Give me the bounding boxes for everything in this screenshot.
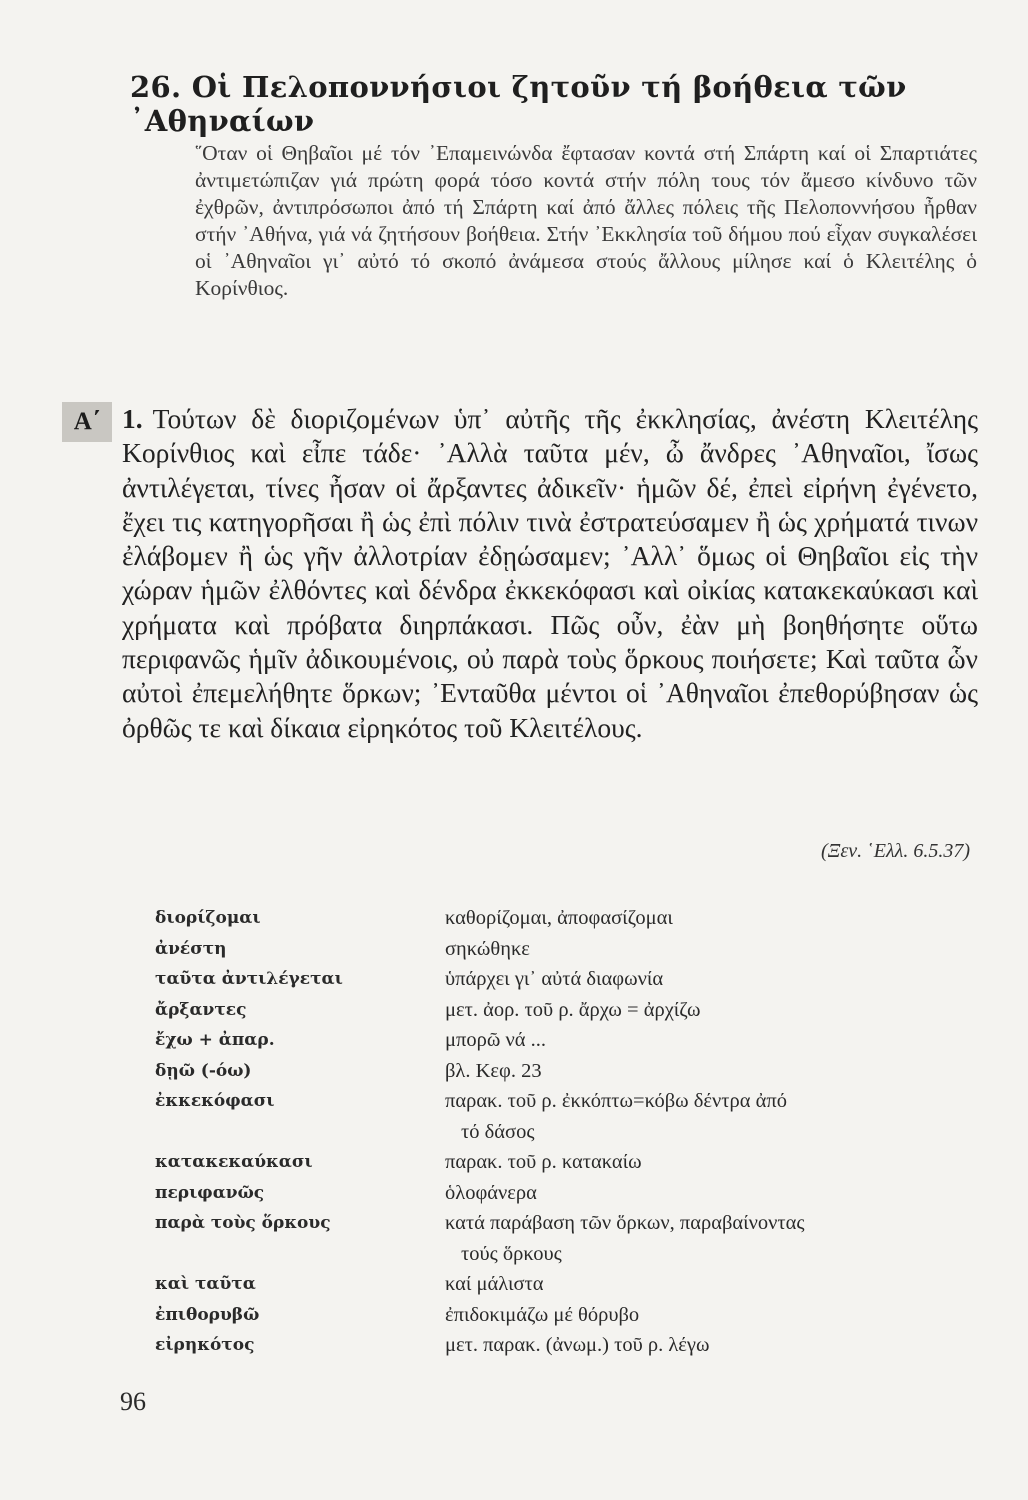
page-number: 96 xyxy=(120,1387,146,1416)
vocab-row xyxy=(155,903,985,934)
vocab-row xyxy=(155,995,985,1026)
vocab-row xyxy=(155,1269,985,1300)
ancient-text xyxy=(122,402,978,745)
vocab-definition-continued: τούς ὅρκους xyxy=(461,1242,562,1265)
vocab-row xyxy=(155,1056,985,1087)
vocab-definition: καί μάλιστα xyxy=(445,1273,544,1295)
vocab-row xyxy=(155,1300,985,1331)
vocab-row xyxy=(155,1086,985,1147)
chapter-title: 26. Οἱ Πελοποννήσιοι ζητοῦν τή βοήθεια τῶν ᾽Αθηναίων xyxy=(130,70,907,138)
intro-paragraph xyxy=(195,140,977,302)
vocab-row xyxy=(155,1147,985,1178)
vocab-definition: ἐπιδοκιμάζω μέ θόρυβο xyxy=(445,1303,640,1326)
vocab-definition: ὑπάρχει γι᾽ αὐτά διαφωνία xyxy=(445,968,664,990)
vocab-row xyxy=(155,1178,985,1209)
vocab-definition-continued: τό δάσος xyxy=(461,1120,535,1143)
vocab-row xyxy=(155,1208,985,1269)
vocab-term: ἀνέστη xyxy=(155,938,227,959)
vocab-term: καὶ ταῦτα xyxy=(155,1274,256,1294)
vocab-term: ἄρξαντες xyxy=(155,999,247,1020)
vocab-definition: μετ. παρακ. (ἀνωμ.) τοῦ ρ. λέγω xyxy=(445,1334,710,1356)
vocab-definition: παρακ. τοῦ ρ. ἐκκόπτω=κόβω δέντρα ἀπό xyxy=(445,1090,787,1112)
vocab-definition: μπορῶ νά ... xyxy=(445,1029,546,1051)
vocab-row xyxy=(155,1025,985,1056)
ancient-text-body: Τούτων δὲ διοριζομένων ὑπ᾽ αὐτῆς τῆς ἐκκλησίας, ἀνέστη Κλειτέλης Κορίνθιος καὶ εἶπε τάδε· ᾽Αλλὰ ταῦτα μέν, ὦ ἄνδρες ᾽Αθηναῖοι, ἴσως ἀντιλέγεται, τίνες ἦσαν οἱ ἄρξαντες ἀδικεῖν· ἡμῶν δέ, ἐπεὶ εἰρήνη ἐγένετο, ἔχει τις κατηγορῆσαι ἢ ὡς ἐπὶ πόλιν τινὰ ἐστρατεύσαμεν ἢ ὡς χρήματά τινων ἐλάβομεν ἢ ὡς γῆν ἀλλοτρίαν ἐδῃώσαμεν; ᾽Αλλ᾽ ὅμως οἱ Θηβαῖοι εἰς τὴν χώραν ἡμῶν ἐλθόντες καὶ δένδρα ἐκκεκόφασι καὶ οἰκίας κατακεκαύκασι καὶ χρήματα καὶ πρόβατα διηρπάκασι. Πῶς οὖν, ἐὰν μὴ βοηθήσητε οὕτω περιφανῶς ἡμῖν ἀδικουμένοις, οὐ παρὰ τοὺς ὅρκους ποιήσετε; Καὶ ταῦτα ὧν αὐτοὶ ἐπεμελήθητε ὅρκων; ᾽Ενταῦθα μέντοι οἱ ᾽Αθηναῖοι ἐπεθορύβησαν ὡς ὀρθῶς τε καὶ δίκαια εἰρηκότος τοῦ Κλειτέλους. xyxy=(122,403,978,743)
vocab-row xyxy=(155,934,985,965)
vocab-definition: κατά παράβαση τῶν ὅρκων, παραβαίνοντας xyxy=(445,1212,805,1234)
vocab-term: ἐκκεκόφασι xyxy=(155,1091,275,1111)
vocab-term: δῃῶ (-όω) xyxy=(155,1060,252,1081)
intro-text: ῞Οταν οἱ Θηβαῖοι μέ τόν ᾽Επαμεινώνδα ἔφτασαν κοντά στή Σπάρτη καί οἱ Σπαρτιάτες ἀντιμετώπιζαν γιά πρώτη φορά τόσο κοντά στήν πόλη τους τόν ἄμεσο κίνδυνο τῶν ἐχθρῶν, ἀντιπρόσωποι ἀπό τή Σπάρτη καί ἀπό ἄλλες πόλεις τῆς Πελοποννήσου ἦρθαν στήν ᾽Αθήνα, γιά νά ζητήσουν βοήθεια. Στήν ᾽Εκκλησία τοῦ δήμου πού εἶχαν συγκαλέσει οἱ ᾽Αθηναῖοι γι᾽ αὐτό τό σκοπό ἀνάμεσα στούς ἄλλους μίλησε καί ὁ Κλειτέλης ὁ Κορίνθιος. xyxy=(195,141,977,300)
vocab-row xyxy=(155,964,985,995)
vocab-term: περιφανῶς xyxy=(155,1182,265,1203)
vocabulary-table xyxy=(155,903,985,1361)
section-marker: Α΄ xyxy=(62,402,112,442)
vocab-term: ἔχω + ἀπαρ. xyxy=(155,1030,275,1050)
vocab-definition: βλ. Κεφ. 23 xyxy=(445,1059,542,1082)
vocab-term: ἐπιθορυβῶ xyxy=(155,1304,260,1325)
vocab-term: κατακεκαύκασι xyxy=(155,1152,313,1172)
vocab-definition: καθορίζομαι, ἀποφασίζομαι xyxy=(445,907,673,929)
vocab-row xyxy=(155,1330,985,1361)
vocab-term: ταῦτα ἀντιλέγεται xyxy=(155,969,343,989)
vocab-definition: ὁλοφάνερα xyxy=(445,1181,537,1204)
vocab-term: εἰρηκότος xyxy=(155,1335,255,1355)
vocab-term: παρὰ τοὺς ὅρκους xyxy=(155,1213,331,1233)
vocab-term: διορίζομαι xyxy=(155,908,261,928)
vocab-definition: σηκώθηκε xyxy=(445,937,530,960)
vocab-definition: μετ. ἀορ. τοῦ ρ. ἄρχω = ἀρχίζω xyxy=(445,998,701,1021)
source-citation: (Ξεν. ῾Ελλ. 6.5.37) xyxy=(820,840,970,862)
paragraph-number: 1. xyxy=(122,403,143,434)
vocab-definition: παρακ. τοῦ ρ. κατακαίω xyxy=(445,1151,642,1173)
